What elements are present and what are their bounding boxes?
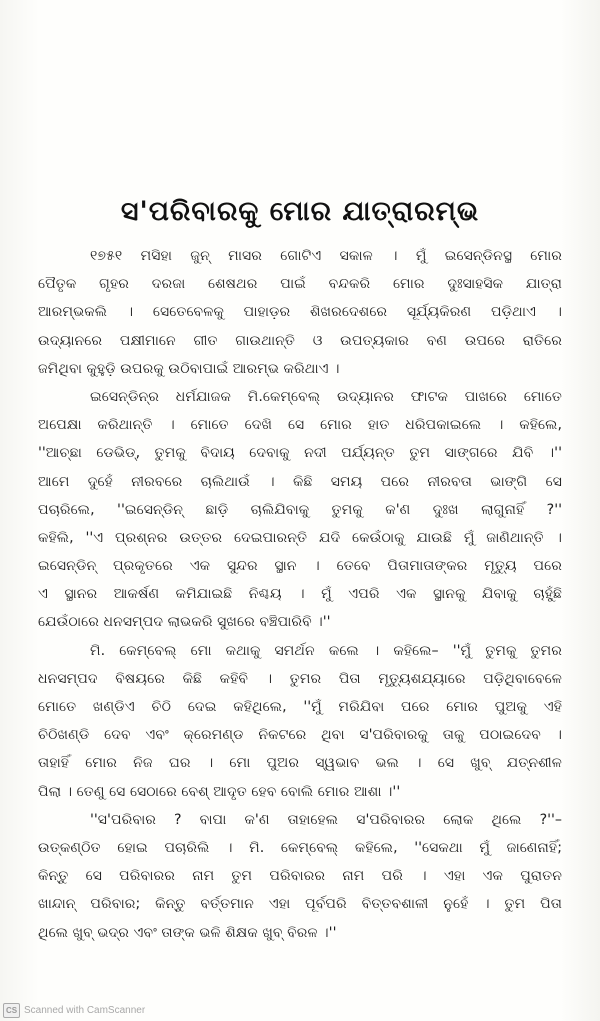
camscanner-logo-icon: CS bbox=[3, 1003, 20, 1018]
text-line: ପୈତୃକ ଗୃହର ଦରଜା ଶେଷଥର ପାଇଁ ବନ୍ଦକରି ମୋର ଦୁଃସାହସିକ ଯାତ୍ରା bbox=[38, 276, 562, 293]
paragraph bbox=[38, 806, 562, 947]
text-line: ଉଦ୍ୟାନରେ ପକ୍ଷୀମାନେ ଗୀତ ଗାଉଥାନ୍ତି ଓ ଉପତ୍ୟକାର ବଣ ଉପରେ ରାତିରେ bbox=[38, 332, 562, 349]
text-line: ମି. କେମ୍ବେଲ୍ ମୋ କଥାକୁ ସମର୍ଥନ କଲେ । କହିଲେ– ''ମୁଁ ତୁମକୁ ତୁମର bbox=[90, 642, 562, 659]
paragraph bbox=[38, 637, 562, 806]
text-line: କିନ୍ତୁ ସେ ପରିବାରର ନାମ ତୁମ ପରିବାରର ନାମ ପରି । ଏହା ଏକ ପୁରାତନ bbox=[38, 868, 562, 885]
body-text bbox=[38, 242, 562, 947]
text-line: କହିଲି, ''ଏ ପ୍ରଶ୍ନର ଉତ୍ତର ଦେଇପାରନ୍ତି ଯଦି କେଉଁଠାକୁ ଯାଉଛି ମୁଁ ଜାଣିଥାନ୍ତି । bbox=[38, 529, 562, 546]
scanner-watermark bbox=[3, 1003, 145, 1018]
chapter-title: ସ'ପରିବାରକୁ ମୋର ଯାତ୍ରାରମ୍ଭ bbox=[120, 196, 480, 227]
text-line: ତାହାହିଁ ମୋର ନିଜ ଘର । ମୋ ପୁଅର ସ୍ୱଭାବ ଭଲ । ସେ ଖୁବ୍ ଯତ୍ନଶୀଳ bbox=[38, 755, 562, 772]
text-line: ଖାନ୍ଦାନ୍ ପରିବାର; କିନ୍ତୁ ବର୍ତ୍ତମାନ ଏହା ପୂର୍ବପରି ବିତ୍ତବଶାଳୀ ନୁହେଁ । ତୁମ ପିତା bbox=[38, 896, 562, 913]
text-line: ଇସେନ୍‌ଡିନ୍ ପ୍ରକୃତରେ ଏକ ସୁନ୍ଦର ସ୍ଥାନ । ତେବେ ପିତାମାତାଙ୍କର ମୃତ୍ୟୁ ପରେ bbox=[38, 558, 562, 575]
paragraph bbox=[38, 383, 562, 637]
text-line: ଥିଲେ ଖୁବ୍ ଭଦ୍ର ଏବଂ ତାଙ୍କ ଭଳି ଶିକ୍ଷକ ଖୁବ୍ ବିରଳ ।'' bbox=[38, 924, 337, 941]
text-line: ''ଆଚ୍ଛା ଡେଭିଡ୍, ତୁମକୁ ବିଦାୟ ଦେବାକୁ ନଦୀ ପର୍ଯ୍ୟନ୍ତ ତୁମ ସାଙ୍ଗରେ ଯିବି ।'' bbox=[38, 445, 562, 462]
scanner-watermark-text: Scanned with CamScanner bbox=[24, 1005, 146, 1016]
text-line: ଚିଠିଖଣ୍ଡି ଦେବ ଏବଂ କ୍ରେମଣ୍ଡ ନିକଟରେ ଥିବା ସ'ପରିବାରକୁ ତାକୁ ପଠାଇଦେବ । bbox=[38, 727, 562, 744]
text-line: ଏ ସ୍ଥାନର ଆକର୍ଷଣ କମିଯାଇଛି ନିଶ୍ଚୟ । ମୁଁ ଏପରି ଏକ ସ୍ଥାନକୁ ଯିବାକୁ ଚାହୁଁଛି bbox=[38, 586, 562, 603]
text-line: ୧୭୫୧ ମସିହା ଜୁନ୍ ମାସର ଗୋଟିଏ ସକାଳ । ମୁଁ ଇସେନ୍‌ଡିନସ୍ଥ ମୋର bbox=[90, 248, 562, 264]
paragraph bbox=[38, 242, 562, 383]
text-line: ''ସ'ପରିବାର ? ବାପା କ'ଣ ତାହାହେଲ ସ'ପରିବାରର ଲୋକ ଥିଲେ ?''– bbox=[90, 811, 562, 828]
text-line: ପଚାରିଲେ, ''ଇସେନ୍‌ଡିନ୍ ଛାଡ଼ି ଚାଲିଯିବାକୁ ତୁମକୁ କ'ଣ ଦୁଃଖ ଲାଗୁନାହିଁ ?'' bbox=[38, 501, 562, 518]
text-line: ମୋତେ ଖଣ୍ଡିଏ ଚିଠି ଦେଇ କହିଥିଲେ, ''ମୁଁ ମରିଯିବା ପରେ ମୋର ପୁଅକୁ ଏହି bbox=[38, 699, 562, 715]
text-line: ଜମିଥିବା କୁହୁଡ଼ି ଉପରକୁ ଉଠିବାପାଇଁ ଆରମ୍ଭ କରିଥାଏ । bbox=[38, 360, 340, 377]
text-line: ଉତ୍କଣ୍ଠିତ ହୋଇ ପଚାରିଲି । ମି. କେମ୍ବେଲ୍ କହିଲେ, ''ସେକଥା ମୁଁ ଜାଣେନାହିଁ; bbox=[38, 839, 562, 856]
text-line: ଅପେକ୍ଷା କରିଥାନ୍ତି । ମୋତେ ଦେଖି ସେ ମୋର ହାତ ଧରିପକାଇଲେ । କହିଲେ, bbox=[38, 417, 562, 434]
text-line: ଧନସମ୍ପଦ ବିଷୟରେ କିଛି କହିବି । ତୁମର ପିତା ମୃତ୍ୟୁଶଯ୍ୟାରେ ପଡ଼ିଥିବାବେଳେ bbox=[38, 670, 562, 687]
text-line: ପିଲା । ତେଣୁ ସେ ସେଠାରେ ବେଶ୍ ଆଦୃତ ହେବ ବୋଲି ମୋର ଆଶା ।'' bbox=[38, 783, 401, 800]
text-line: ଇସେନ୍‌ଡିନ୍‌ର ଧର୍ମଯାଜକ ମି.କେମ୍ବେଲ୍ ଉଦ୍ୟାନର ଫାଟକ ପାଖରେ ମୋତେ bbox=[90, 388, 562, 405]
text-line: ଆମେ ଦୁହେଁ ନୀରବରେ ଚାଲିଥାଉଁ । କିଛି ସମୟ ପରେ ନୀରବତା ଭାଙ୍ଗି ସେ bbox=[38, 473, 562, 490]
text-line: ଆରମ୍ଭକଲି । ସେତେବେଳକୁ ପାହାଡ଼ର ଶିଖରଦେଶରେ ସୂର୍ଯ୍ୟକିରଣ ପଡ଼ିଥାଏ । bbox=[38, 304, 562, 321]
text-line: ଯେଉଁଠାରେ ଧନସମ୍ପଦ ଲାଭକରି ସୁଖରେ ବଞ୍ଚିପାରିବି ।'' bbox=[38, 614, 331, 631]
